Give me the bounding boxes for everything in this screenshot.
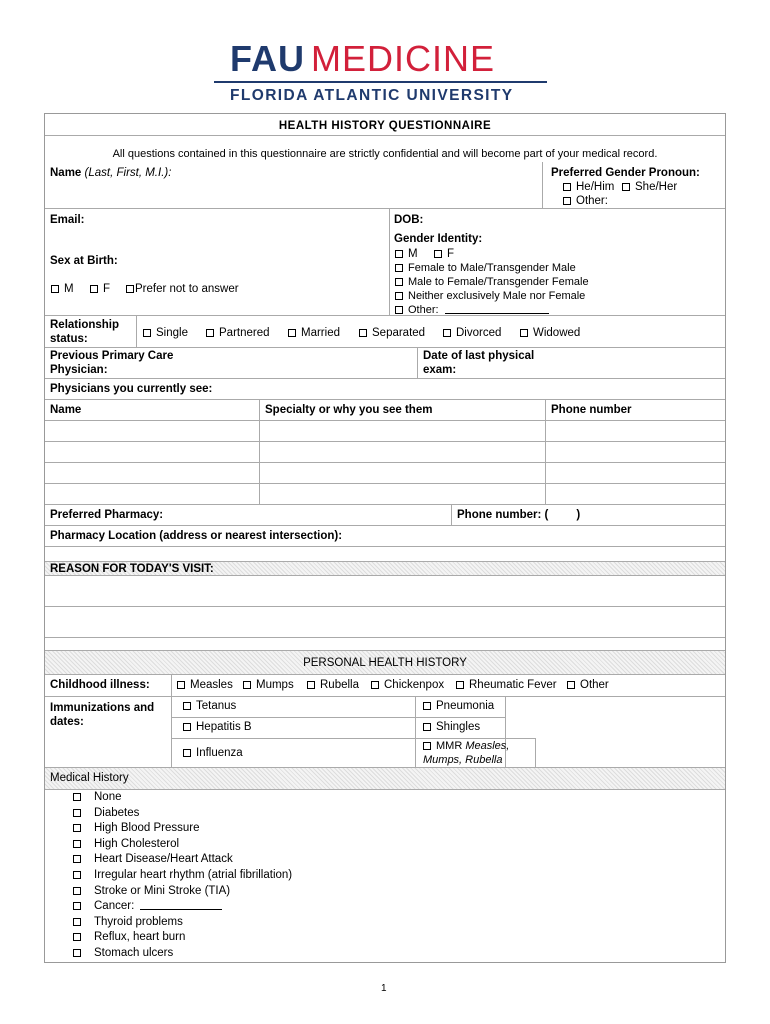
checkbox-icon (563, 197, 571, 205)
sex-pnta-option[interactable]: Prefer not to answer (126, 282, 239, 296)
last-exam-label-1: Date of last physical (423, 350, 535, 362)
checkbox-icon (395, 306, 403, 314)
medical-item-blood-pressure[interactable]: High Blood Pressure (73, 821, 199, 835)
checkbox-icon (90, 285, 98, 293)
medical-item-stroke[interactable]: Stroke or Mini Stroke (TIA) (73, 884, 230, 898)
sex-f-option[interactable]: F (90, 282, 110, 296)
logo-rule (214, 81, 547, 83)
checkbox-icon (520, 329, 528, 337)
personal-health-heading: PERSONAL HEALTH HISTORY (303, 657, 467, 669)
checkbox-icon (423, 742, 431, 750)
childhood-label: Childhood illness: (50, 679, 150, 691)
gender-mtf-option[interactable]: Male to Female/Transgender Female (395, 275, 589, 289)
gender-m-option[interactable]: M (395, 247, 418, 261)
pronoun-he-option[interactable]: He/Him (563, 180, 614, 194)
checkbox-icon (126, 285, 134, 293)
childhood-other-option[interactable]: Other (567, 678, 609, 692)
checkbox-icon (456, 681, 464, 689)
checkbox-icon (183, 749, 191, 757)
page-number: 1 (381, 983, 387, 994)
checkbox-icon (622, 183, 630, 191)
checkbox-icon (73, 949, 81, 957)
medical-item-thyroid[interactable]: Thyroid problems (73, 915, 183, 929)
checkbox-icon (73, 793, 81, 801)
checkbox-icon (359, 329, 367, 337)
checkbox-icon (395, 264, 403, 272)
form-title: HEALTH HISTORY QUESTIONNAIRE (278, 120, 492, 132)
childhood-chickenpox-option[interactable]: Chickenpox (371, 678, 444, 692)
checkbox-icon (395, 278, 403, 286)
email-label: Email: (50, 214, 85, 226)
pharmacy-label: Preferred Pharmacy: (50, 509, 164, 521)
pharmacy-location-label: Pharmacy Location (address or nearest intersection): (50, 530, 343, 542)
childhood-rheumatic-option[interactable]: Rheumatic Fever (456, 678, 557, 692)
checkbox-icon (395, 292, 403, 300)
relationship-divorced-option[interactable]: Divorced (443, 326, 501, 340)
imm-hepb-option[interactable]: Hepatitis B (183, 720, 252, 734)
col-specialty-header: Specialty or why you see them (265, 404, 433, 416)
imm-influenza-option[interactable]: Influenza (183, 746, 243, 760)
checkbox-icon (73, 933, 81, 941)
relationship-separated-option[interactable]: Separated (359, 326, 425, 340)
checkbox-icon (395, 250, 403, 258)
checkbox-icon (73, 871, 81, 879)
childhood-measles-option[interactable]: Measles (177, 678, 233, 692)
fau-medicine-logo (214, 38, 550, 108)
logo-university: FLORIDA ATLANTIC UNIVERSITY (230, 87, 514, 104)
checkbox-icon (434, 250, 442, 258)
immunizations-label-1: Immunizations and (50, 702, 155, 714)
immunizations-label-2: dates: (50, 716, 84, 728)
checkbox-icon (563, 183, 571, 191)
pronoun-label: Preferred Gender Pronoun: (551, 167, 700, 179)
prev-physician-label-2: Physician: (50, 364, 108, 376)
pronoun-she-option[interactable]: She/Her (622, 180, 677, 194)
pharmacy-phone-label: Phone number: ( ) (457, 509, 581, 521)
checkbox-icon (423, 723, 431, 731)
checkbox-icon (143, 329, 151, 337)
checkbox-icon (307, 681, 315, 689)
confidential-notice: All questions contained in this questionnaire are strictly confidential and will become part of your medical record. (112, 148, 658, 160)
checkbox-icon (243, 681, 251, 689)
medical-item-none[interactable]: None (73, 790, 122, 804)
gender-ftm-option[interactable]: Female to Male/Transgender Male (395, 261, 576, 275)
physicians-label: Physicians you currently see: (50, 383, 213, 395)
imm-tetanus-option[interactable]: Tetanus (183, 699, 236, 713)
last-exam-label-2: exam: (423, 364, 457, 376)
relationship-married-option[interactable]: Married (288, 326, 340, 340)
gender-other-line[interactable] (445, 303, 549, 314)
medical-item-heart-disease[interactable]: Heart Disease/Heart Attack (73, 852, 233, 866)
sex-m-option[interactable]: M (51, 282, 74, 296)
col-name-header: Name (50, 404, 82, 416)
checkbox-icon (206, 329, 214, 337)
relationship-label-2: status: (50, 333, 88, 345)
checkbox-icon (288, 329, 296, 337)
childhood-mumps-option[interactable]: Mumps (243, 678, 294, 692)
checkbox-icon (371, 681, 379, 689)
checkbox-icon (183, 702, 191, 710)
col-phone-header: Phone number (551, 404, 632, 416)
checkbox-icon (183, 723, 191, 731)
medical-item-diabetes[interactable]: Diabetes (73, 806, 139, 820)
checkbox-icon (73, 809, 81, 817)
childhood-rubella-option[interactable]: Rubella (307, 678, 359, 692)
checkbox-icon (73, 918, 81, 926)
imm-mmr-option[interactable]: MMR Measles, (423, 739, 509, 753)
gender-identity-label: Gender Identity: (394, 233, 483, 245)
dob-label: DOB: (394, 214, 424, 226)
medical-item-cancer[interactable]: Cancer: (73, 899, 222, 913)
checkbox-icon (73, 887, 81, 895)
checkbox-icon (423, 702, 431, 710)
relationship-single-option[interactable]: Single (143, 326, 188, 340)
logo-wordmark: FAU MEDICINE (230, 38, 496, 79)
reason-heading: REASON FOR TODAY'S VISIT: (50, 563, 214, 575)
checkbox-icon (73, 840, 81, 848)
imm-mmr-detail: Mumps, Rubella (423, 754, 503, 766)
cancer-blank-line[interactable] (140, 899, 222, 910)
relationship-partnered-option[interactable]: Partnered (206, 326, 270, 340)
gender-f-option[interactable]: F (434, 247, 454, 261)
prev-physician-label-1: Previous Primary Care (50, 350, 174, 362)
sex-at-birth-label: Sex at Birth: (50, 255, 118, 267)
medical-item-ulcers[interactable]: Stomach ulcers (73, 946, 173, 960)
name-label: Name (Last, First, M.I.): (50, 167, 172, 179)
checkbox-icon (51, 285, 59, 293)
gender-neither-option[interactable]: Neither exclusively Male nor Female (395, 289, 585, 303)
checkbox-icon (177, 681, 185, 689)
imm-pneumonia-option[interactable]: Pneumonia (423, 699, 494, 713)
checkbox-icon (73, 855, 81, 863)
medical-item-cholesterol[interactable]: High Cholesterol (73, 837, 179, 851)
questionnaire-form (44, 113, 726, 963)
relationship-widowed-option[interactable]: Widowed (520, 326, 580, 340)
pronoun-other-option[interactable]: Other: (563, 194, 608, 208)
imm-shingles-option[interactable]: Shingles (423, 720, 480, 734)
relationship-label-1: Relationship (50, 319, 120, 331)
medical-item-afib[interactable]: Irregular heart rhythm (atrial fibrillation) (73, 868, 292, 882)
checkbox-icon (567, 681, 575, 689)
checkbox-icon (73, 902, 81, 910)
checkbox-icon (73, 824, 81, 832)
medical-item-reflux[interactable]: Reflux, heart burn (73, 930, 185, 944)
gender-other-option[interactable]: Other: (395, 303, 549, 317)
checkbox-icon (443, 329, 451, 337)
medical-history-label: Medical History (50, 772, 129, 784)
